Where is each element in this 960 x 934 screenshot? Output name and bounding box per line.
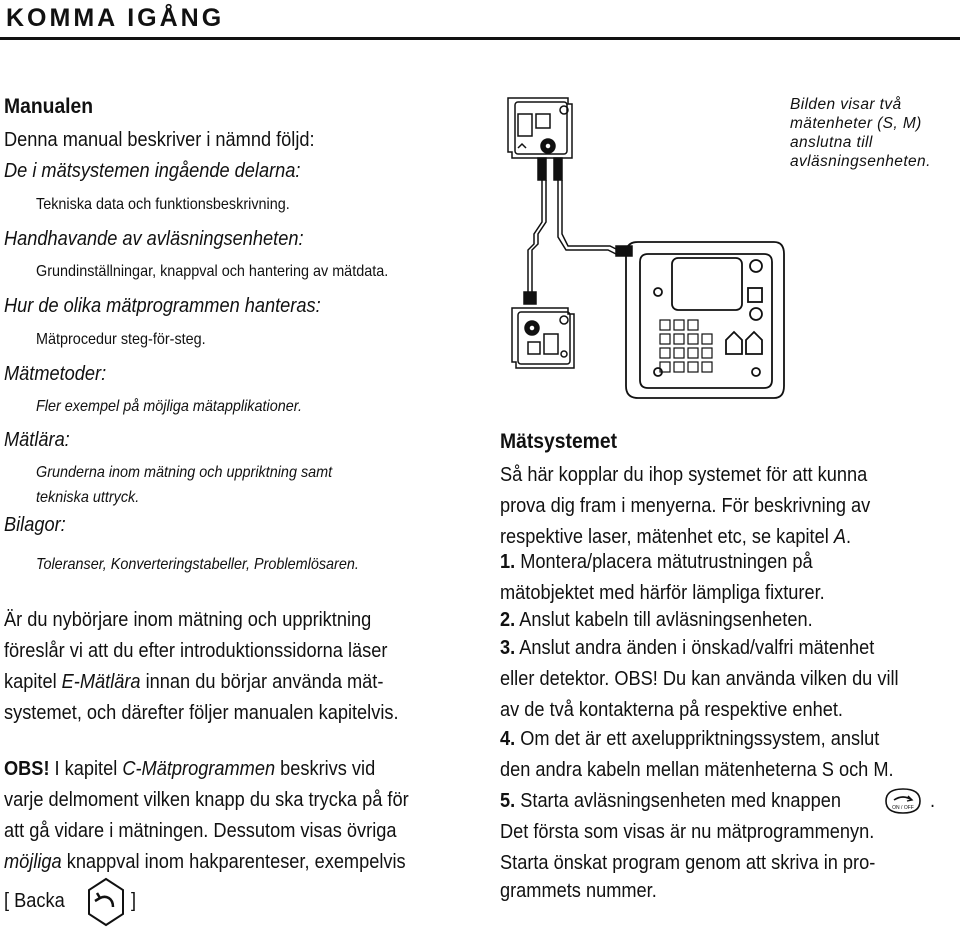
obs-line: varje delmoment vilken knapp du ska trycka på för [4,789,409,811]
measuring-unit-s [508,98,572,158]
manual-intro: Denna manual beskriver i nämnd följd: [4,129,315,151]
section-description: Mätprocedur steg-för-steg. [36,331,206,348]
back-example: [ Backa [4,890,65,912]
section-description: Grundinställningar, knappval och hantering av mätdata. [36,263,389,280]
step-1-cont: mätobjektet med härför lämpliga fixturer. [500,582,825,604]
section-description: Tekniska data och funktionsbeskrivning. [36,196,290,213]
step-5-cont: grammets nummer. [500,880,657,902]
reading-unit [626,242,784,398]
figure-caption: Bilden visar två mätenheter (S, M) anslutna till avläsningsenheten. [790,96,931,170]
section-heading: Bilagor: [4,514,66,536]
step-5-cont: Det första som visas är nu mätprogrammenyn. [500,821,875,843]
manual-heading: Manualen [4,95,94,118]
beginner-line: föreslår vi att du efter introduktionssidorna läser [4,640,388,662]
cable [524,158,632,304]
system-heading: Mätsystemet [500,430,618,453]
system-intro: respektive laser, mätenhet etc, se kapitel A. [500,526,852,548]
obs-line: att gå vidare i mätningen. Dessutom visas övriga [4,820,397,842]
back-key-icon [86,876,126,928]
section-description: Fler exempel på möjliga mätapplikationer. [36,398,302,415]
on-off-key-icon [880,786,926,816]
back-example-close: ] [131,890,137,912]
beginner-line: Är du nybörjare inom mätning och uppriktning [4,609,372,631]
section-heading: Mätmetoder: [4,363,107,385]
section-heading: Mätlära: [4,429,70,451]
section-heading: Hur de olika mätprogrammen hanteras: [4,295,321,317]
step-3: 3. Anslut andra änden i önskad/valfri mätenhet [500,637,875,659]
beginner-line: kapitel E-Mätlära innan du börjar använda mät- [4,671,384,693]
page-title: KOMMA IGÅNG [6,4,225,32]
step-2: 2. Anslut kabeln till avläsningsenheten. [500,609,813,631]
step-3-cont: eller detektor. OBS! Du kan använda vilken du vill [500,668,899,690]
step-5-period: . [930,790,936,812]
obs-label: OBS! [4,758,50,780]
obs-line: möjliga knappval inom hakparenteser, exempelvis [4,851,406,873]
section-description: Toleranser, Konverteringstabeller, Problemlösaren. [36,556,359,573]
svg-text:ON / OFF: ON / OFF [892,805,914,811]
section-description: Grunderna inom mätning och uppriktning samt [36,464,333,481]
obs-line: OBS! I kapitel C-Mätprogrammen beskrivs vid [4,758,376,780]
step-5-cont: Starta önskat program genom att skriva in pro- [500,852,876,874]
system-intro: prova dig fram i menyerna. För beskrivning av [500,495,871,517]
step-3-cont: av de två kontakterna på respektive enhet. [500,699,843,721]
beginner-line: systemet, och därefter följer manualen kapitelvis. [4,702,399,724]
section-description: tekniska uttryck. [36,489,140,506]
section-heading: De i mätsystemen ingående delarna: [4,160,301,182]
measuring-unit-m [512,308,574,368]
step-1: 1. Montera/placera mätutrustningen på [500,551,813,573]
step-4: 4. Om det är ett axeluppriktningssystem, anslut [500,728,880,750]
system-illustration [498,92,788,417]
title-divider [0,37,960,40]
section-heading: Handhavande av avläsningsenheten: [4,228,304,250]
step-4-cont: den andra kabeln mellan mätenheterna S och M. [500,759,894,781]
system-intro: Så här kopplar du ihop systemet för att kunna [500,464,868,486]
step-5: 5. Starta avläsningsenheten med knappen [500,790,841,812]
